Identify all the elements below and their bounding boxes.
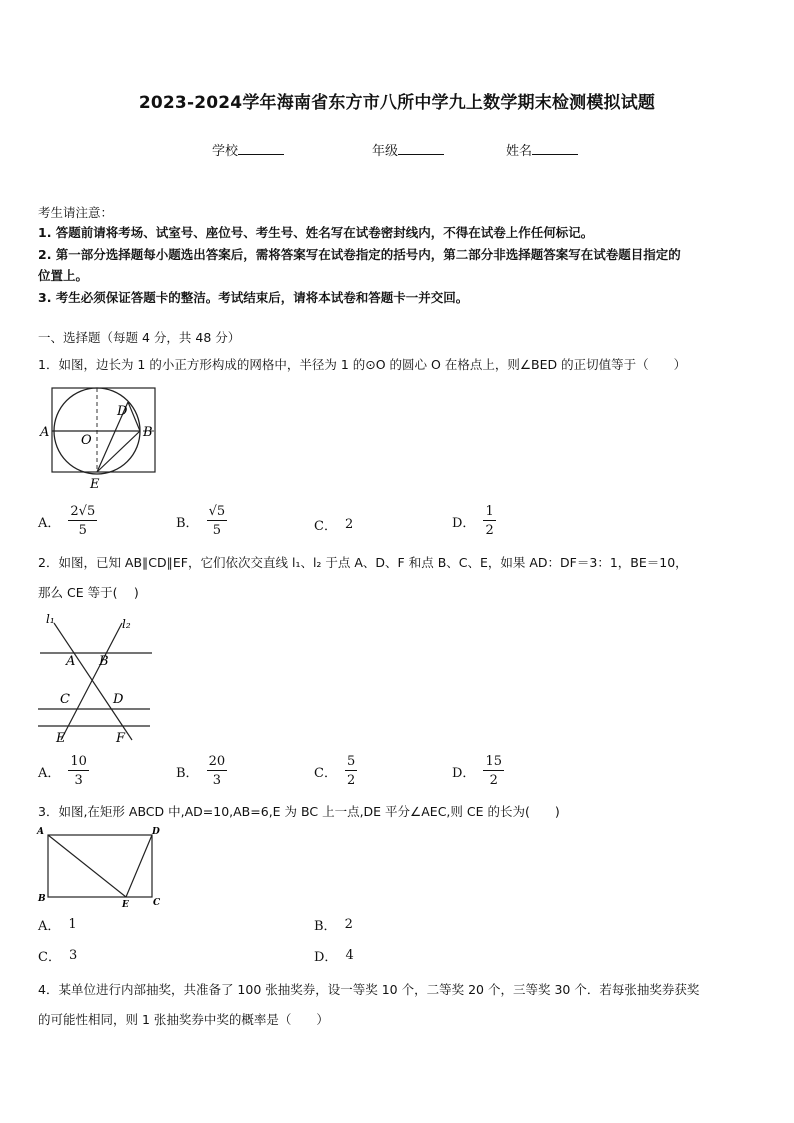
grade-field (372, 140, 444, 159)
line-l1 (54, 623, 132, 740)
label-b: B (38, 894, 46, 904)
name-blank (532, 142, 578, 155)
section-heading: 一、选择题（每题 4 分，共 48 分） (38, 330, 241, 345)
q1-option-a[interactable]: A． $\frac{2√5}{5}$ (38, 504, 96, 538)
label-o: O (81, 433, 92, 448)
school-field (212, 140, 284, 159)
label-l1: l₁ (46, 612, 55, 626)
segment-ae (48, 835, 126, 897)
name-field (506, 140, 578, 159)
name-label: 姓名 (506, 144, 533, 159)
question-2-text-a: 2．如图，已知 AB∥CD∥EF，它们依次交直线 l₁、l₂ 于点 A、D、F 和点 B、C、E，如果 AD：DF＝3：1，BE＝10， (38, 555, 688, 570)
q1-option-c[interactable]: C． 2 (314, 517, 354, 534)
grade-blank (398, 142, 444, 155)
question-2-text-b: 那么 CE 等于( ) (38, 585, 139, 600)
label-d: D (113, 692, 124, 707)
question-1-figure (38, 384, 158, 494)
page-title: 2023-2024学年海南省东方市八所中学九上数学期末检测模拟试题 (138, 93, 656, 113)
segment-db (128, 402, 140, 431)
label-f: F (116, 731, 126, 746)
rectangle-abcd (48, 835, 152, 897)
q3-option-c[interactable]: C． 3 (38, 948, 78, 965)
q3-option-b[interactable]: B． 2 (314, 917, 353, 934)
q2-option-b[interactable]: B． $\frac{20}{3}$ (176, 754, 226, 788)
notice-item-2a: 2. 第一部分选择题每小题选出答案后，需将答案写在试卷指定的括号内，第二部分非选择题答案写在试卷题目指定的 (38, 247, 681, 262)
line-l2 (61, 623, 122, 740)
label-c: C (60, 692, 70, 707)
label-b: B (143, 425, 153, 440)
q1-option-b[interactable]: B． $\frac{√5}{5}$ (176, 504, 226, 538)
label-a: A (66, 654, 76, 669)
notice-item-1: 1. 答题前请将考场、试室号、座位号、考生号、姓名写在试卷密封线内，不得在试卷上作任何标记。 (38, 225, 594, 240)
notice-item-3: 3. 考生必须保证答题卡的整洁。考试结束后，请将本试卷和答题卡一并交回。 (38, 290, 469, 305)
question-3-figure (36, 825, 166, 909)
question-4-text-b: 的可能性相同，则 1 张抽奖券中奖的概率是（ ） (38, 1012, 329, 1027)
label-a: A (40, 425, 50, 440)
school-blank (238, 142, 284, 155)
label-e: E (122, 900, 129, 909)
label-a: A (37, 827, 44, 837)
q3-option-a[interactable]: A． 1 (38, 917, 77, 934)
label-c: C (153, 898, 161, 908)
question-4-text-a: 4．某单位进行内部抽奖，共准备了 100 张抽奖券，设一等奖 10 个，二等奖 20 个，三等奖 30 个．若每张抽奖券获奖 (38, 982, 700, 997)
notice-item-2b: 位置上。 (38, 268, 89, 283)
segment-eb (97, 431, 140, 472)
question-2-figure (36, 608, 156, 746)
q3-option-d[interactable]: D． 4 (314, 948, 354, 965)
q2-option-d[interactable]: D． $\frac{15}{2}$ (452, 754, 502, 788)
q2-option-c[interactable]: C． $\frac{5}{2}$ (314, 754, 356, 788)
notice-heading: 考生请注意： (38, 205, 114, 220)
label-d: D (117, 404, 128, 419)
question-3-text: 3．如图,在矩形 ABCD 中,AD=10,AB=6,E 为 BC 上一点,DE 平分∠AEC,则 CE 的长为( ) (38, 804, 560, 819)
grade-label: 年级 (372, 144, 399, 159)
label-l2: l₂ (122, 617, 131, 631)
question-1-text: 1．如图，边长为 1 的小正方形构成的网格中，半径为 1 的⊙O 的圆心 O 在格点上，则∠BED 的正切值等于（ ） (38, 357, 687, 372)
label-b: B (99, 654, 109, 669)
label-d: D (152, 827, 160, 837)
label-e: E (90, 477, 100, 492)
q1-option-d[interactable]: D． $\frac{1}{2}$ (452, 504, 494, 538)
q2-option-a[interactable]: A． $\frac{10}{3}$ (38, 754, 87, 788)
school-label: 学校 (212, 144, 239, 159)
label-e: E (56, 731, 66, 746)
segment-de (126, 835, 152, 897)
